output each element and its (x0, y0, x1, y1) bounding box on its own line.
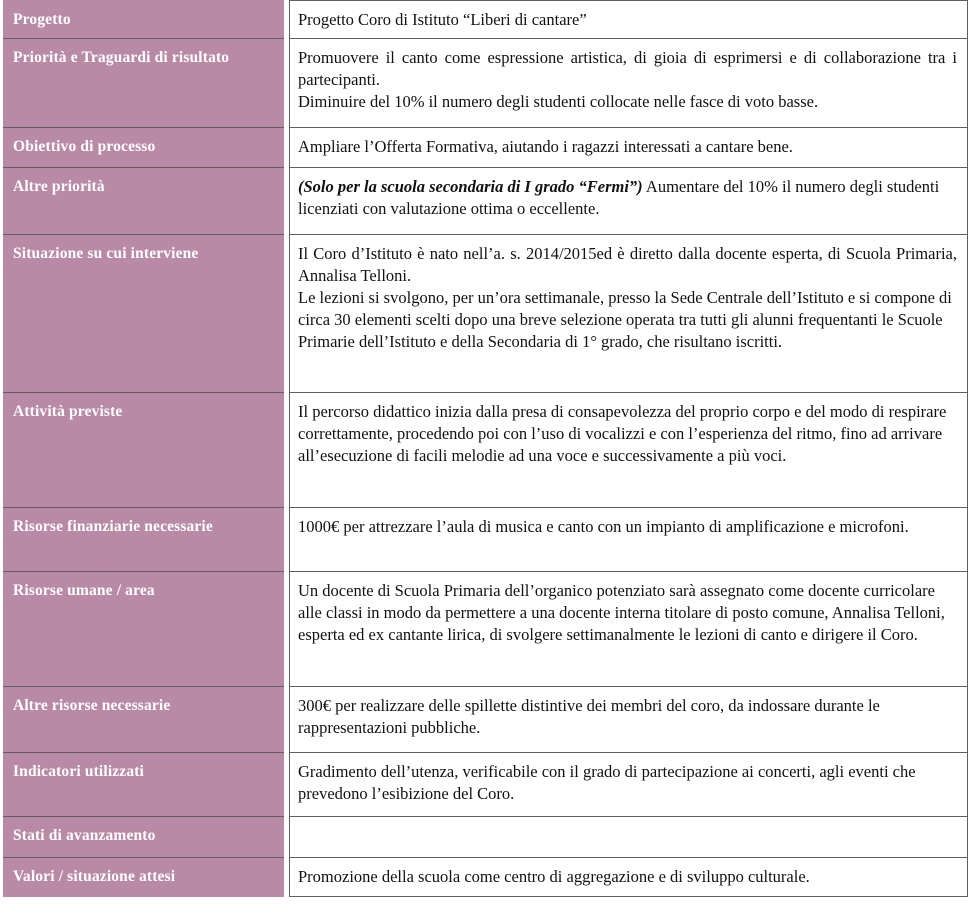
paragraph-text: Promozione della scuola come centro di aggregazione e di sviluppo culturale. (298, 867, 810, 886)
paragraph-text: Un docente di Scuola Primaria dell’organico potenziato sarà assegnato come docente curricolare alle classi in modo da permettere a una docente interna titolare di posto comune, Annalisa Telloni, esperta ed ex cantante lirica, di svolgere settimanalmente le lezioni di canto e dirigere il Coro. (298, 581, 945, 644)
paragraph (298, 91, 957, 113)
row-label-priorita (3, 38, 284, 127)
paragraph (298, 9, 957, 31)
paragraph (298, 580, 957, 646)
paragraph-text: Progetto Coro di Istituto “Liberi di cantare” (298, 10, 587, 29)
paragraph (298, 401, 957, 467)
row-content-attivita (289, 392, 968, 507)
paragraph-text: Ampliare l’Offerta Formativa, aiutando i ragazzi interessati a cantare bene. (298, 137, 793, 156)
table-row (0, 127, 968, 167)
paragraph (298, 761, 957, 805)
row-content-risfin (289, 507, 968, 571)
row-label-indicatori (3, 752, 284, 816)
row-label-altrepriorita (3, 167, 284, 234)
table-row (0, 571, 968, 686)
row-label-risumane (3, 571, 284, 686)
paragraph-text: Promuovere il canto come espressione artistica, di gioia di esprimersi e di collaborazione tra i partecipanti. (298, 48, 957, 89)
lead-italic-note: (Solo per la scuola secondaria di I grado “Fermi”) (298, 177, 643, 196)
row-content-altrerisorse (289, 686, 968, 752)
paragraph-text: 300€ per realizzare delle spillette distintive dei membri del coro, da indossare durante le rappresentazioni pubbliche. (298, 696, 880, 737)
row-content-stati (289, 816, 968, 857)
row-content-valori (289, 857, 968, 897)
row-content-obiettivo (289, 127, 968, 167)
table-row (0, 38, 968, 127)
row-label-text: Situazione su cui interviene (13, 245, 199, 262)
row-label-situazione (3, 234, 284, 392)
table-row (0, 0, 968, 38)
paragraph (298, 243, 957, 287)
row-label-valori (3, 857, 284, 897)
table-row (0, 392, 968, 507)
paragraph (298, 695, 957, 739)
paragraph (298, 287, 957, 353)
row-label-text: Indicatori utilizzati (13, 763, 145, 780)
paragraph-text: Le lezioni si svolgono, per un’ora settimanale, presso la Sede Centrale dell’Istituto e si compone di circa 30 elementi scelti dopo una breve selezione operata tra tutti gli alunni frequentanti le Scuole Primarie dell’Istituto e della Secondaria di 1° grado, che risultano iscritti. (298, 287, 952, 351)
paragraph (298, 516, 957, 538)
row-label-text: Risorse umane / area (13, 582, 155, 599)
row-label-altrerisorse (3, 686, 284, 752)
row-label-text: Attività previste (13, 403, 123, 420)
paragraph (298, 136, 957, 158)
row-label-risfin (3, 507, 284, 571)
row-content-indicatori (289, 752, 968, 816)
row-content-progetto (289, 0, 968, 38)
row-label-text: Altre priorità (13, 178, 105, 195)
paragraph (298, 176, 957, 220)
row-label-progetto (3, 0, 284, 38)
row-label-text: Stati di avanzamento (13, 827, 156, 844)
table-row (0, 507, 968, 571)
table-row (0, 752, 968, 816)
row-label-text: Risorse finanziarie necessarie (13, 518, 213, 535)
table-row (0, 686, 968, 752)
paragraph (298, 866, 957, 888)
row-content-risumane (289, 571, 968, 686)
row-content-priorita (289, 38, 968, 127)
table-row (0, 167, 968, 234)
row-label-text: Valori / situazione attesi (13, 868, 176, 885)
row-content-altrepriorita (289, 167, 968, 234)
row-label-text: Altre risorse necessarie (13, 697, 171, 714)
row-label-text: Priorità e Traguardi di risultato (13, 49, 230, 66)
row-label-text: Obiettivo di processo (13, 138, 156, 155)
paragraph-text: 1000€ per attrezzare l’aula di musica e canto con un impianto di amplificazione e microfoni. (298, 517, 909, 536)
paragraph (298, 47, 957, 91)
paragraph-text: Gradimento dell’utenza, verificabile con il grado di partecipazione ai concerti, agli eventi che prevedono l’esibizione del Coro. (298, 762, 916, 803)
table-row (0, 234, 968, 392)
row-content-situazione (289, 234, 968, 392)
row-label-attivita (3, 392, 284, 507)
paragraph-text: Aumentare del 10% il numero degli studenti licenziati con valutazione ottima o eccellente. (298, 177, 940, 218)
row-label-obiettivo (3, 127, 284, 167)
paragraph-text: Il percorso didattico inizia dalla presa di consapevolezza del proprio corpo e del modo di respirare correttamente, procedendo poi con l’uso di vocalizzi e con l’esperienza del ritmo, fino ad arrivare all’esecuzione di facili melodie ad una voce e successivamente a più voci. (298, 402, 947, 465)
row-label-stati (3, 816, 284, 857)
paragraph-text: Il Coro d’Istituto è nato nell’a. s. 2014/2015ed è diretto dalla docente esperta, di Scuola Primaria, Annalisa Telloni. (298, 244, 957, 285)
paragraph-text: Diminuire del 10% il numero degli studenti collocate nelle fasce di voto basse. (298, 91, 819, 111)
table-row (0, 816, 968, 857)
row-label-text: Progetto (13, 11, 71, 28)
table-row (0, 857, 968, 897)
